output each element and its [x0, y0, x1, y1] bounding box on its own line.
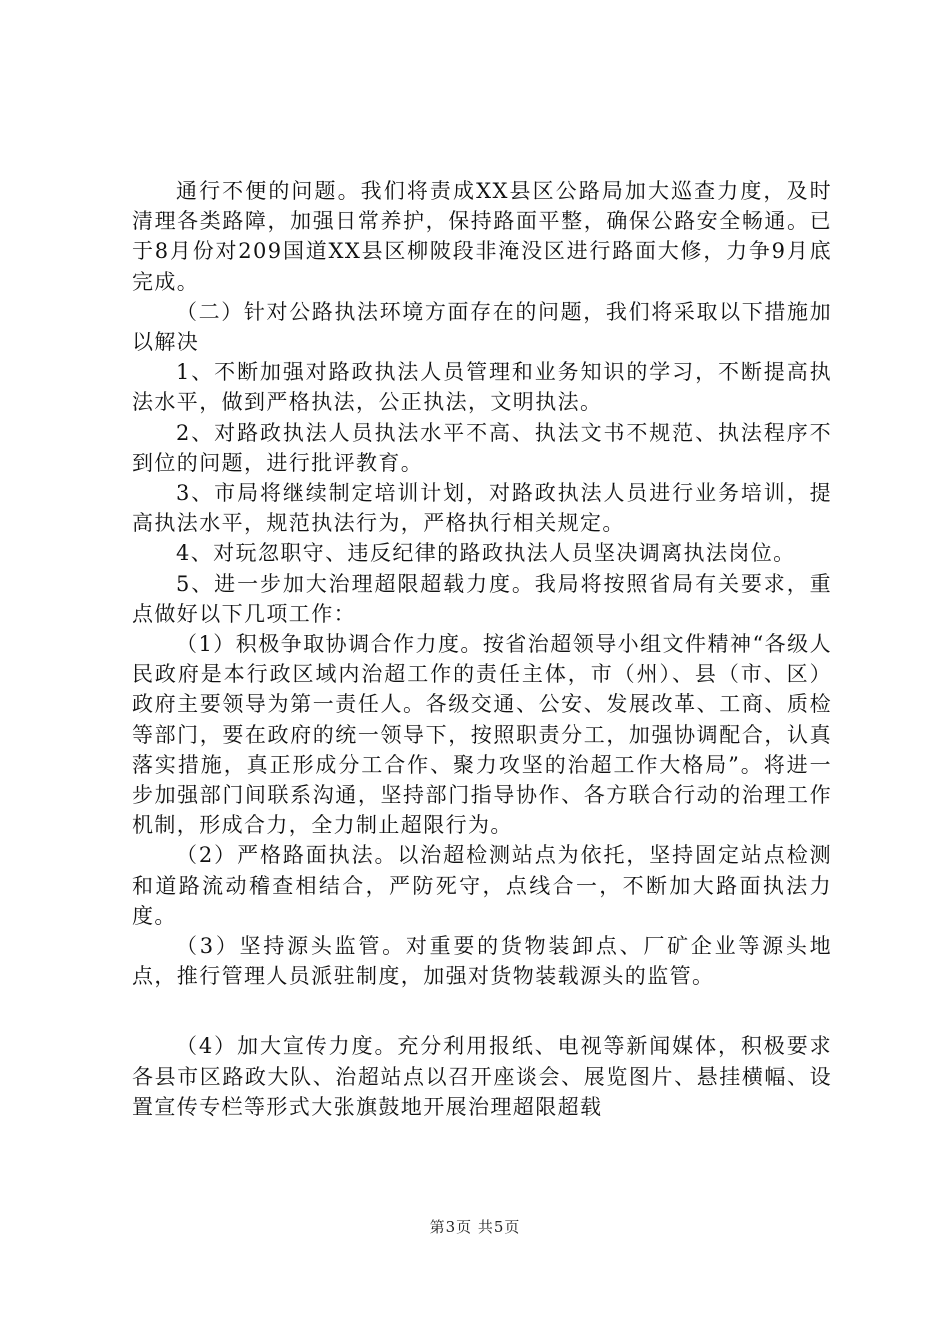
paragraph-subitem-3: （3）坚持源头监管。对重要的货物装卸点、厂矿企业等源头地点，推行管理人员派驻制度，加强对货物装载源头的监管。 — [132, 934, 832, 989]
paragraph-item-3: 3、市局将继续制定培训计划，对路政执法人员进行业务培训，提高执法水平，规范执法行为，严格执行相关规定。 — [132, 481, 832, 536]
paragraph-item-1: 1、不断加强对路政执法人员管理和业务知识的学习，不断提高执法水平，做到严格执法，公正执法，文明执法。 — [132, 360, 832, 415]
paragraph-spacer — [132, 991, 832, 1031]
paragraph-item-5: 5、进一步加大治理超限超载力度。我局将按照省局有关要求，重点做好以下几项工作： — [132, 571, 832, 626]
paragraph-section-2-heading: （二）针对公路执法环境方面存在的问题，我们将采取以下措施加以解决 — [132, 299, 832, 355]
page-number-footer: 第3页 共5页 — [429, 1218, 521, 1236]
paragraph-item-2: 2、对路政执法人员执法水平不高、执法文书不规范、执法程序不到位的问题，进行批评教育。 — [132, 420, 832, 475]
paragraph-road-maintenance: 通行不便的问题。我们将责成XX县区公路局加大巡查力度，及时清理各类路障，加强日常养护，保持路面平整，确保公路安全畅通。已于8月份对209国道XX县区柳陂段非淹没区进行路面大修，力争9月底完成。 — [132, 179, 832, 294]
paragraph-subitem-1: （1）积极争取协调合作力度。按省治超领导小组文件精神“各级人民政府是本行政区域内治超工作的责任主体，市（州）、县（市、区）政府主要领导为第一责任人。各级交通、公安、发展改革、工商、质检等部门，要在政府的统一领导下，按照职责分工，加强协调配合，认真落实措施，真正形成分工合作、聚力攻坚的治超工作大格局”。将进一步加强部门间联系沟通，坚持部门指导协作、各方联合行动的治理工作机制，形成合力，全力制止超限行为。 — [132, 632, 832, 838]
paragraph-subitem-4: （4）加大宣传力度。充分利用报纸、电视等新闻媒体，积极要求各县市区路政大队、治超站点以召开座谈会、展览图片、悬挂横幅、设置宣传专栏等形式大张旗鼓地开展治理超限超载 — [132, 1034, 832, 1119]
document-body — [132, 176, 832, 1122]
paragraph-item-4: 4、对玩忽职守、违反纪律的路政执法人员坚决调离执法岗位。 — [176, 541, 796, 566]
paragraph-subitem-2: （2）严格路面执法。以治超检测站点为依托，坚持固定站点检测和道路流动稽查相结合，严防死守，点线合一，不断加大路面执法力度。 — [132, 843, 832, 928]
